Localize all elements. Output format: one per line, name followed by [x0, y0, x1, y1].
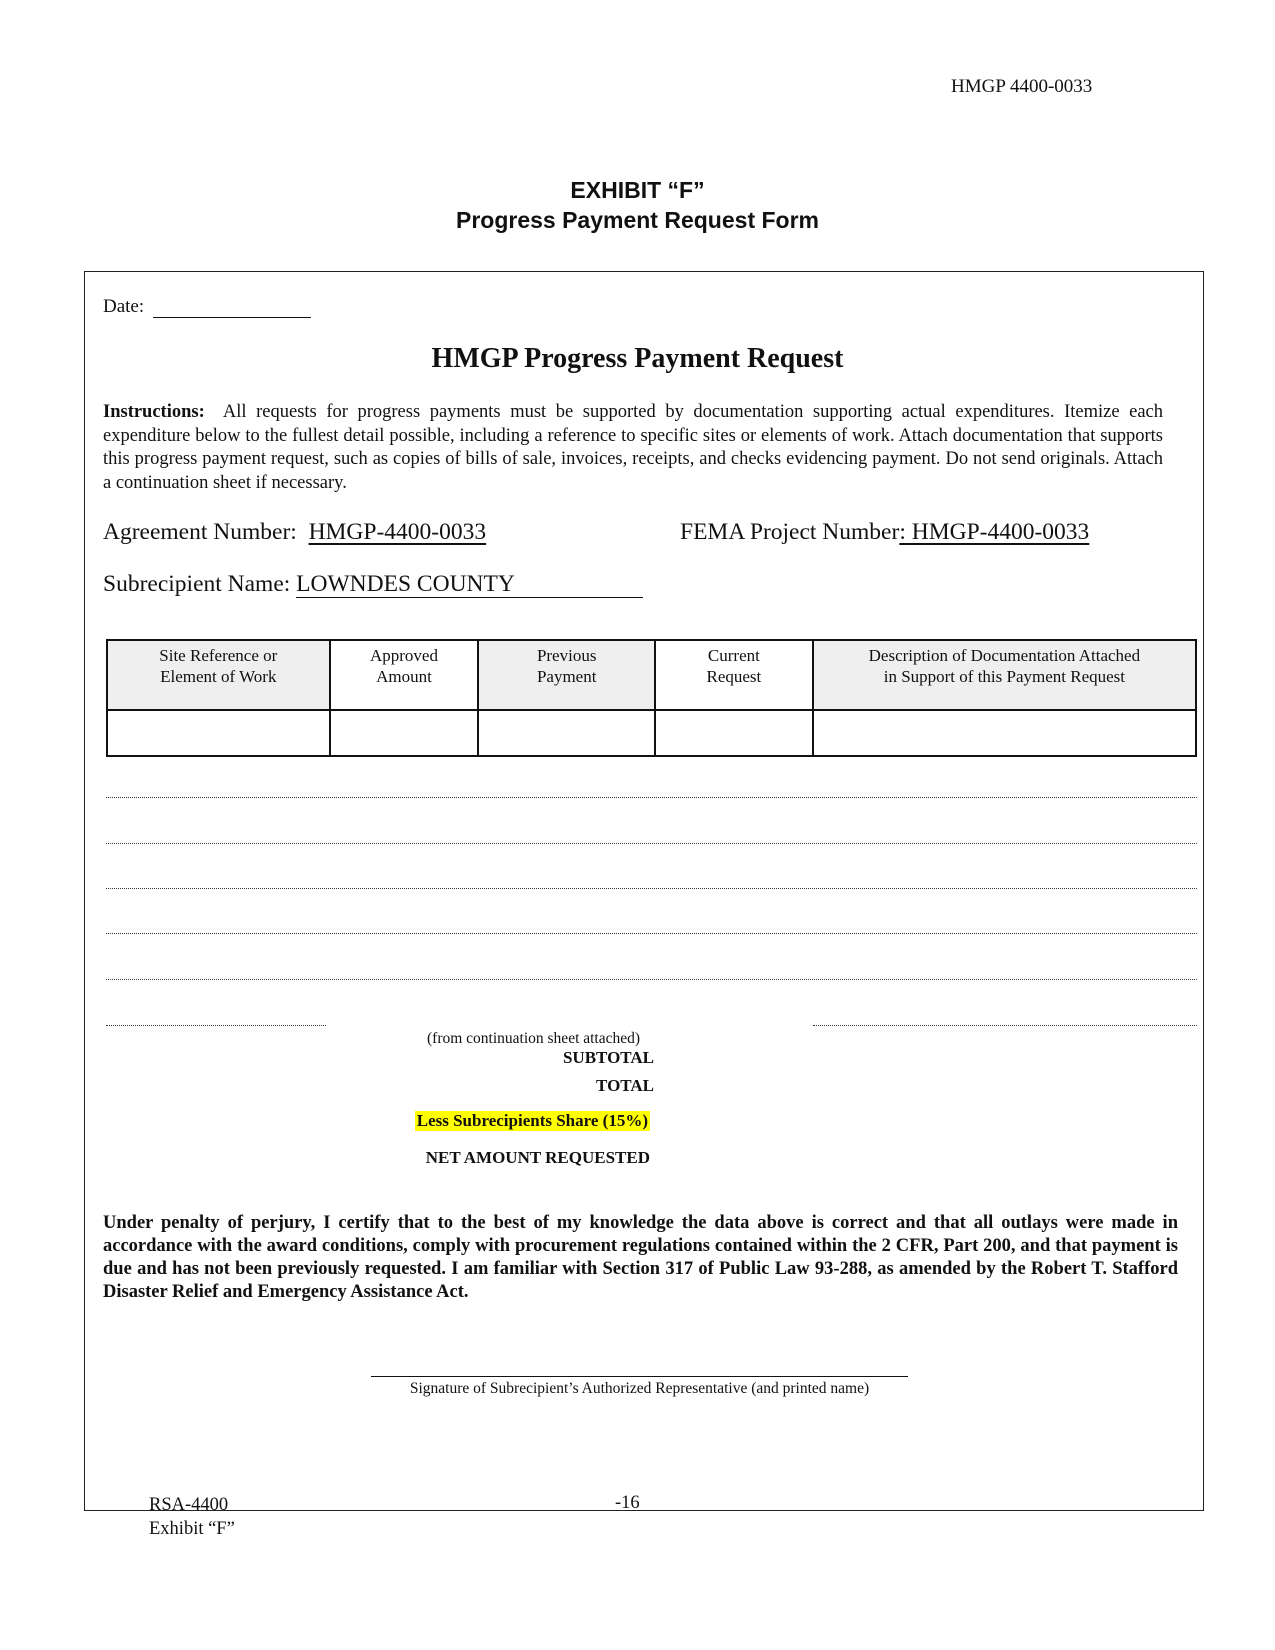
fema-project-number-field — [680, 519, 1089, 546]
form-heading: Progress Payment Request Form — [455, 207, 819, 233]
date-input-line[interactable] — [153, 299, 311, 318]
fema-project-number-value[interactable]: : HMGP-4400-0033 — [899, 519, 1090, 545]
entry-line-6-right[interactable] — [813, 1025, 1197, 1026]
signature-line[interactable] — [371, 1376, 908, 1377]
net-amount-requested-label: NET AMOUNT REQUESTED — [425, 1148, 650, 1167]
fema-project-number-label: FEMA Project Number — [680, 519, 900, 545]
footer-form-id: RSA-4400 — [149, 1495, 229, 1515]
entry-line-6-left[interactable] — [106, 1025, 326, 1026]
entry-line-3[interactable] — [106, 888, 1197, 889]
expenditure-table — [106, 639, 1197, 757]
cell-description[interactable] — [813, 710, 1196, 756]
subtotal-label: SUBTOTAL — [562, 1048, 654, 1067]
entry-line-4[interactable] — [106, 933, 1197, 934]
less-subrecipient-share-label: Less Subrecipients Share (15%) — [416, 1111, 648, 1130]
form-title: HMGP Progress Payment Request — [431, 343, 844, 374]
date-label: Date: — [103, 296, 145, 317]
table-header-row — [107, 640, 1196, 710]
entry-line-5[interactable] — [106, 979, 1197, 980]
cell-current-request[interactable] — [655, 710, 813, 756]
subrecipient-name-field — [103, 571, 643, 598]
col-header-current-request: Current Request — [655, 640, 813, 710]
total-label: TOTAL — [596, 1076, 654, 1095]
instructions-label: Instructions: — [103, 402, 205, 422]
continuation-note: (from continuation sheet attached) — [427, 1030, 641, 1047]
exhibit-heading — [0, 175, 1275, 235]
date-field — [103, 296, 311, 318]
agreement-number-field — [103, 519, 486, 546]
agreement-number-label: Agreement Number: — [103, 519, 297, 545]
entry-line-1[interactable] — [106, 797, 1197, 798]
page-number: -16 — [615, 1493, 640, 1513]
cell-previous-payment[interactable] — [478, 710, 655, 756]
footer-exhibit: Exhibit “F” — [149, 1519, 235, 1539]
cell-approved-amount[interactable] — [330, 710, 479, 756]
subrecipient-name-value[interactable]: LOWNDES COUNTY — [296, 572, 643, 598]
document-id: HMGP 4400-0033 — [951, 76, 1093, 97]
col-header-approved-amount: Approved Amount — [330, 640, 479, 710]
entry-line-2[interactable] — [106, 843, 1197, 844]
certification-statement: Under penalty of perjury, I certify that to the best of my knowledge the data above is correct and that all outlays were made in accordance with the award conditions, comply with procurement regulations contained within the 2 CFR, Part 200, and that payment is due and has not been previously requested. I am familiar with Section 317 of Public Law 93-288, as amended by the Robert T. Stafford Disaster Relief and Emergency Assistance Act. — [103, 1213, 1178, 1302]
instructions-text: All requests for progress payments must be supported by documentation supporting actual expenditures. Itemize each expenditure below to the fullest detail possible, including a reference to specific sites or elements of work. Attach documentation that supports this progress payment request, such as copies of bills of sale, invoices, receipts, and checks evidencing payment. Do not send originals. Attach a continuation sheet if necessary. — [103, 402, 1164, 493]
col-header-previous-payment: Previous Payment — [478, 640, 655, 710]
exhibit-label: EXHIBIT “F” — [570, 177, 705, 203]
subrecipient-name-label: Subrecipient Name: — [103, 571, 291, 597]
cell-site-reference[interactable] — [107, 710, 330, 756]
signature-label: Signature of Subrecipient’s Authorized Representative (and printed name) — [409, 1380, 870, 1397]
col-header-description: Description of Documentation Attached in Support of this Payment Request — [813, 640, 1196, 710]
instructions — [103, 401, 1163, 495]
agreement-number-value[interactable]: HMGP-4400-0033 — [308, 519, 487, 545]
col-header-site-reference: Site Reference or Element of Work — [107, 640, 330, 710]
table-row — [107, 710, 1196, 756]
footer-left — [149, 1493, 235, 1541]
